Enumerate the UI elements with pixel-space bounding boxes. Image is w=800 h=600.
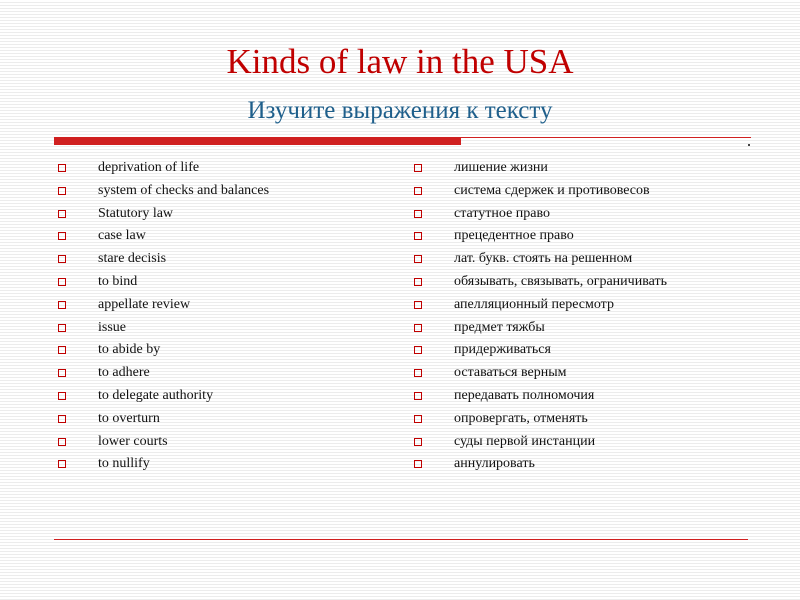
english-term-text: to overturn	[98, 410, 160, 426]
english-term-text: stare decisis	[98, 251, 167, 267]
square-bullet-icon	[414, 324, 422, 332]
header-rule-end-mark	[748, 144, 750, 146]
english-term	[58, 225, 388, 248]
english-term-text: lower courts	[98, 433, 168, 449]
english-term	[58, 180, 388, 203]
square-bullet-icon	[58, 278, 66, 286]
english-term-text: case law	[98, 228, 146, 244]
russian-translations-list	[414, 157, 750, 476]
english-term-text: deprivation of life	[98, 160, 200, 175]
russian-translation	[414, 317, 750, 340]
header-rule-thick	[54, 137, 461, 145]
russian-translation-text: лишение жизни	[454, 160, 548, 175]
russian-translation	[414, 339, 750, 362]
square-bullet-icon	[58, 438, 66, 446]
square-bullet-icon	[414, 164, 422, 172]
english-term-text: issue	[98, 319, 126, 335]
english-term	[58, 339, 388, 362]
english-term	[58, 203, 388, 226]
square-bullet-icon	[414, 438, 422, 446]
english-term	[58, 157, 388, 180]
english-term-text: to nullify	[98, 456, 150, 472]
english-term	[58, 362, 388, 385]
square-bullet-icon	[58, 324, 66, 332]
russian-translation-text: придерживаться	[454, 342, 551, 358]
russian-translation	[414, 203, 750, 226]
square-bullet-icon	[58, 164, 66, 172]
square-bullet-icon	[414, 210, 422, 218]
russian-translation	[414, 294, 750, 317]
square-bullet-icon	[414, 415, 422, 423]
english-term-text: to abide by	[98, 342, 161, 358]
russian-translation-text: суды первой инстанции	[454, 433, 596, 449]
russian-translation-text: лат. букв. стоять на решенном	[454, 251, 633, 267]
english-term-text: system of checks and balances	[98, 182, 270, 198]
english-term	[58, 453, 388, 476]
russian-translation	[414, 157, 750, 180]
square-bullet-icon	[414, 301, 422, 309]
english-term	[58, 385, 388, 408]
english-term	[58, 317, 388, 340]
english-terms-list	[58, 157, 388, 476]
russian-translation-text: прецедентное право	[454, 228, 574, 244]
square-bullet-icon	[58, 255, 66, 263]
russian-translation-text: апелляционный пересмотр	[454, 296, 614, 312]
square-bullet-icon	[58, 369, 66, 377]
russian-translation	[414, 385, 750, 408]
russian-translation	[414, 362, 750, 385]
english-term	[58, 248, 388, 271]
russian-translation	[414, 431, 750, 454]
russian-translation-text: обязывать, связывать, ограничивать	[454, 273, 667, 289]
english-term-text: appellate review	[98, 296, 191, 312]
russian-translation-text: оставаться верным	[454, 365, 567, 381]
english-term-text: to bind	[98, 273, 138, 289]
russian-translation-text: передавать полномочия	[454, 387, 595, 403]
square-bullet-icon	[58, 415, 66, 423]
square-bullet-icon	[414, 278, 422, 286]
square-bullet-icon	[58, 210, 66, 218]
russian-translation-text: опровергать, отменять	[454, 410, 588, 426]
footer-rule	[54, 539, 748, 540]
russian-translation	[414, 248, 750, 271]
russian-translation-text: предмет тяжбы	[454, 319, 545, 335]
slide-subtitle: Изучите выражения к тексту	[247, 97, 553, 124]
square-bullet-icon	[58, 301, 66, 309]
russian-translation	[414, 453, 750, 476]
russian-translation-text: статутное право	[454, 205, 551, 221]
square-bullet-icon	[58, 187, 66, 195]
russian-translation	[414, 180, 750, 203]
russian-translation-text: система сдержек и противовесов	[454, 182, 650, 198]
russian-translation	[414, 408, 750, 431]
english-term	[58, 294, 388, 317]
english-term-text: to delegate authority	[98, 387, 214, 403]
english-term	[58, 431, 388, 454]
square-bullet-icon	[414, 346, 422, 354]
russian-translation	[414, 271, 750, 294]
square-bullet-icon	[414, 232, 422, 240]
square-bullet-icon	[58, 232, 66, 240]
square-bullet-icon	[414, 460, 422, 468]
square-bullet-icon	[414, 392, 422, 400]
square-bullet-icon	[58, 392, 66, 400]
square-bullet-icon	[414, 369, 422, 377]
english-term-text: to adhere	[98, 365, 150, 381]
english-term	[58, 271, 388, 294]
english-term-text: Statutory law	[98, 205, 174, 221]
russian-translation	[414, 225, 750, 248]
square-bullet-icon	[58, 346, 66, 354]
square-bullet-icon	[58, 460, 66, 468]
english-term	[58, 408, 388, 431]
russian-translation-text: аннулировать	[454, 456, 535, 472]
square-bullet-icon	[414, 255, 422, 263]
square-bullet-icon	[414, 187, 422, 195]
slide-title: Kinds of law in the USA	[226, 42, 574, 81]
